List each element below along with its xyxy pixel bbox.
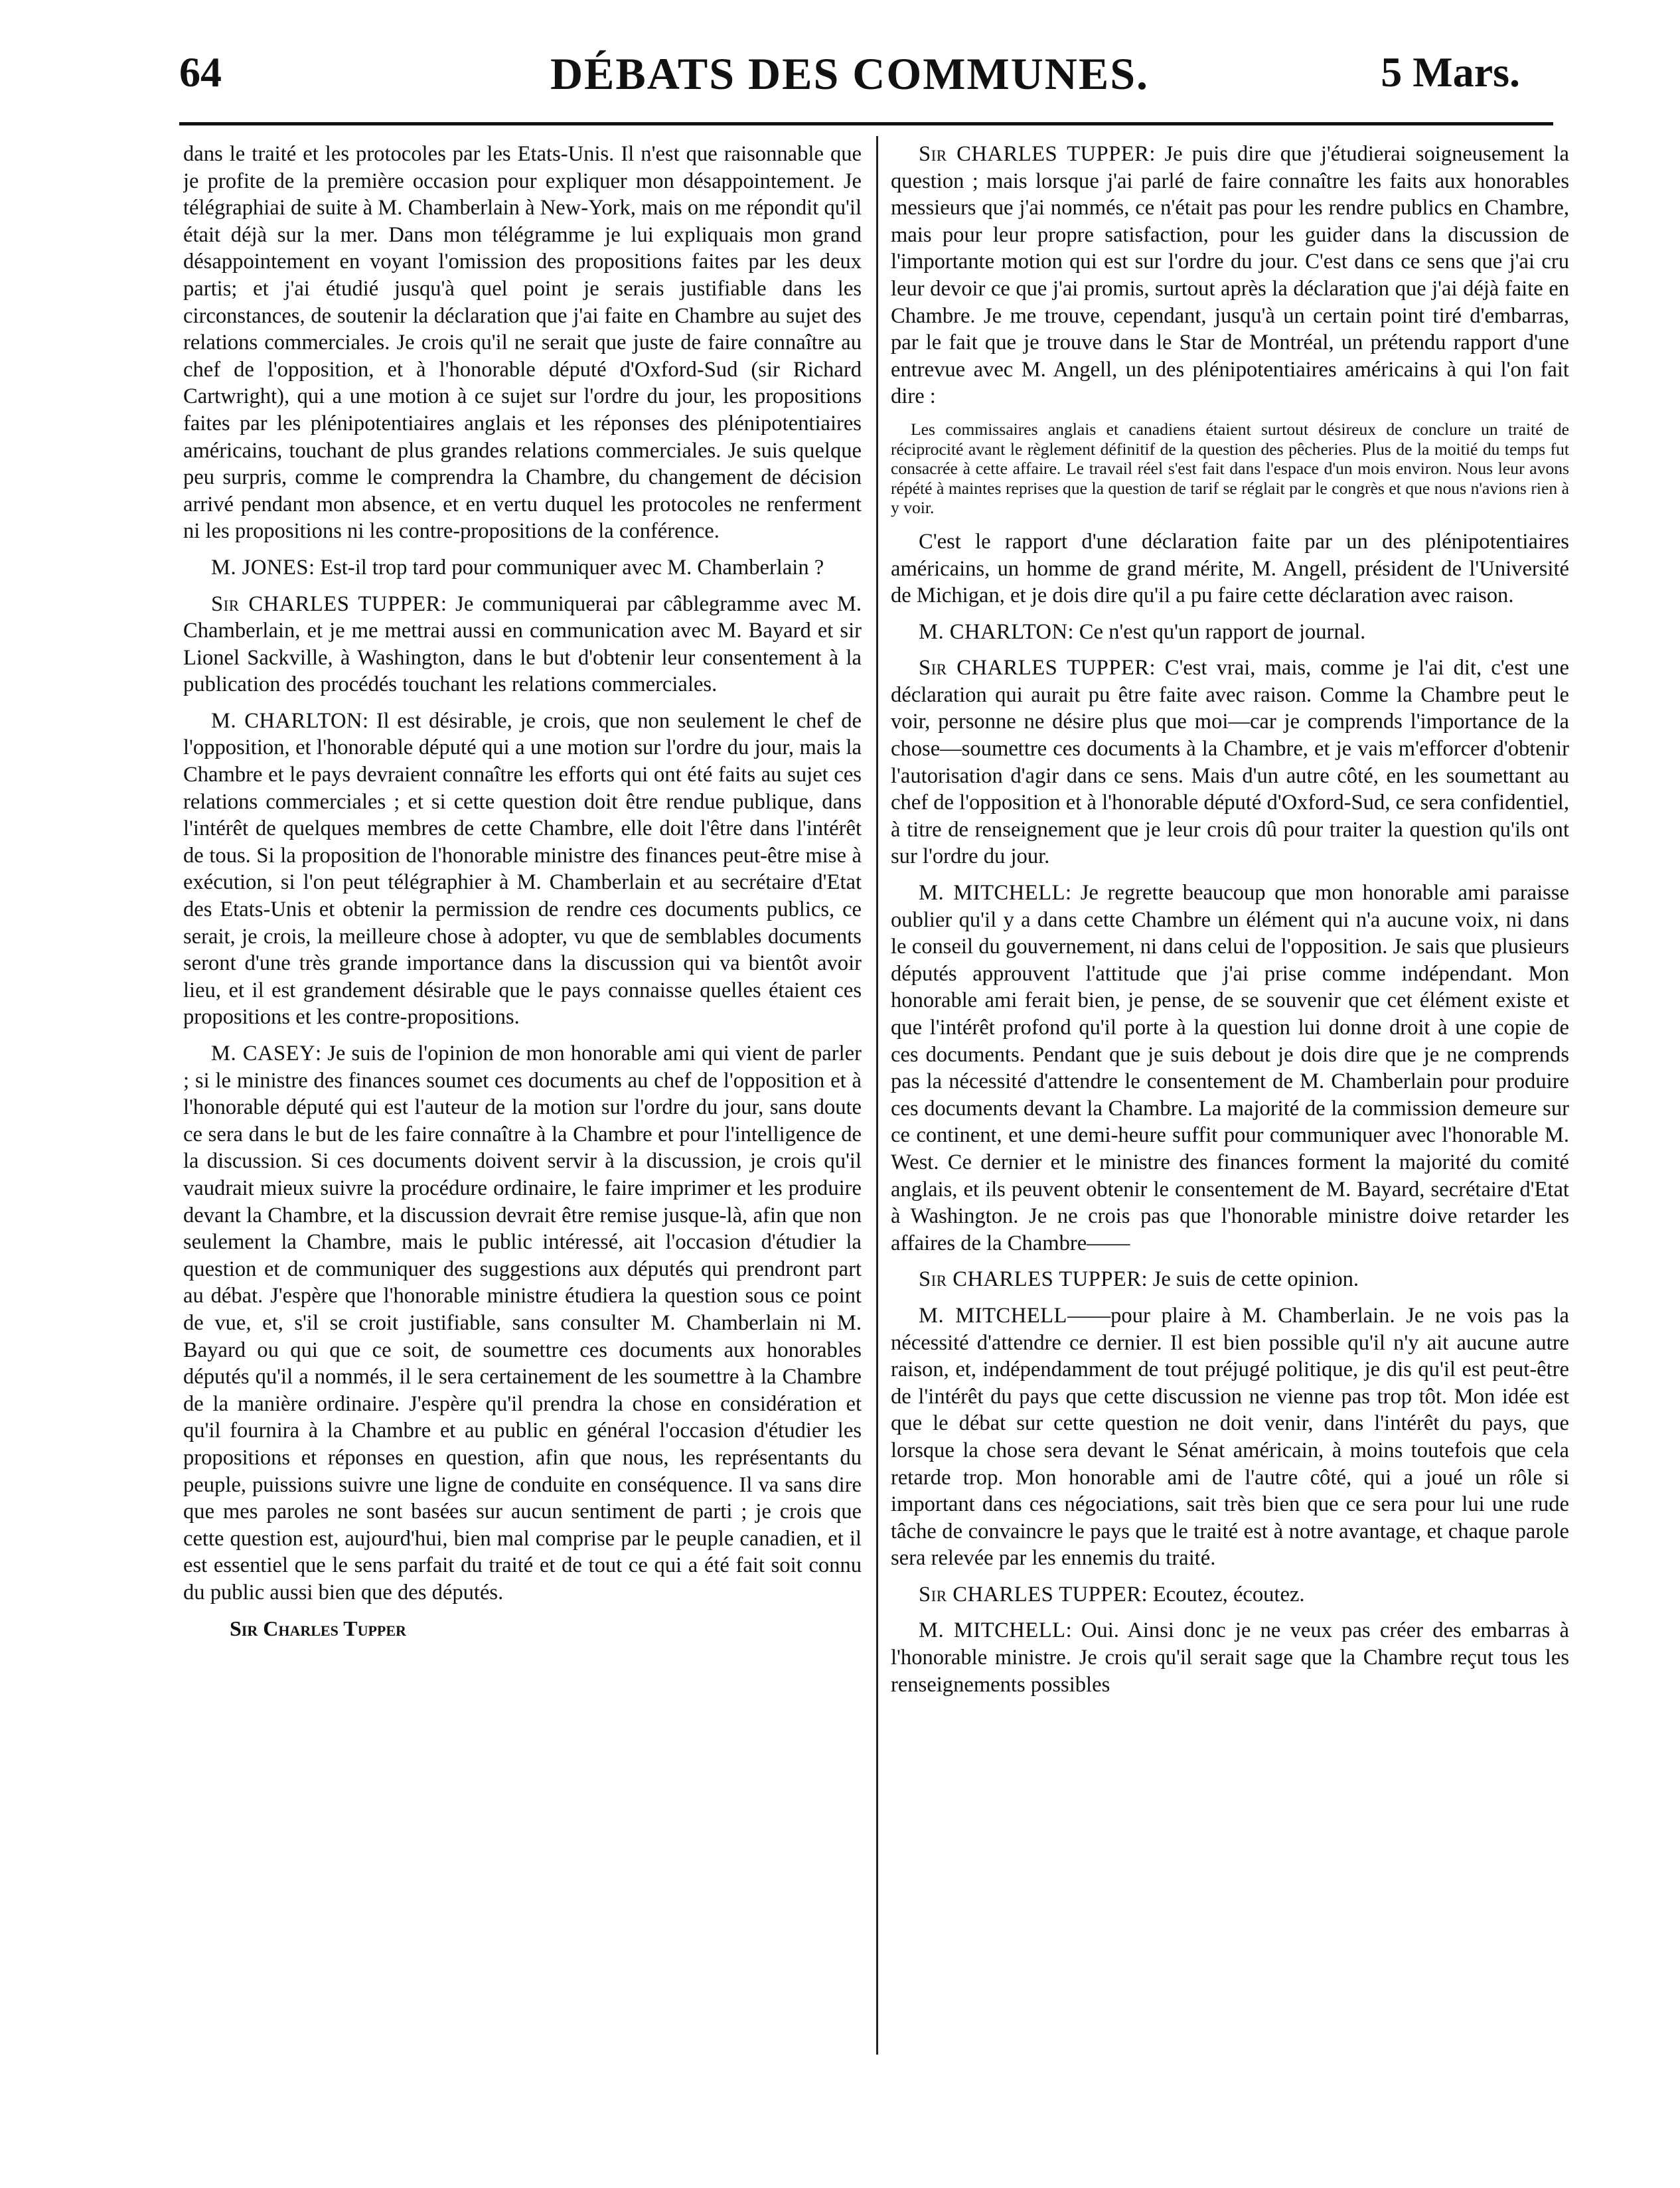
- speech-paragraph: Sir CHARLES TUPPER: Je puis dire que j'étudierai soigneusement la question ; mais lorsque j'ai parlé de faire connaître les faits aux honorables messieurs que j'ai nommés, ce n'était pas pour les rendre publics en Chambre, mais pour leur propre satisfaction, pour les guider dans la discussion de l'importante motion qui est sur l'ordre du jour. C'est dans ce sens que j'ai cru leur devoir ce que j'ai promis, surtout après la déclaration que j'ai déjà faite en Chambre. Je me trouve, cependant, jusqu'à un certain point tiré d'embarras, par le fait que je trouve dans le Star de Montréal, un prétendu rapport d'une entrevue avec M. Angell, un des plénipotentiaires américains à qui l'on fait dire :: [891, 142, 1569, 409]
- page-header: [179, 48, 1520, 114]
- speaker-name: Sir CHARLES TUPPER: [919, 142, 1150, 166]
- speaker-name: M. MITCHELL: [919, 1618, 1066, 1643]
- speech-paragraph: M. MITCHELL——pour plaire à M. Chamberlain. Je ne vois pas la nécessité d'attendre ce dernier. Il est bien possible qu'il n'y ait aucune autre raison, et, indépendamment de tout préjugé politique, je dis qu'il est peut-être de l'intérêt du pays que cette discussion ne vienne pas trop tôt. Mon idée est que le débat sur cette question ne doit venir, dans l'intérêt du pays, que lorsque la chose sera devant le Sénat américain, à moins toutefois que cela retarde trop. Mon honorable ami de l'autre côté, qui a joué un rôle si important dans ces négociations, sait très bien que ce sera pour lui une rude tâche de convaincre le pays que le traité est à notre avantage, et chaque parole sera relevée par les ennemis du traité.: [891, 1303, 1569, 1571]
- speech-paragraph: Sir CHARLES TUPPER: C'est vrai, mais, comme je l'ai dit, c'est une déclaration qui aurait pu être faite avec raison. Comme la Chambre peut le voir, personne ne désire plus que moi—car je comprends l'importance de la chose—soumettre ces documents à la Chambre, et je vais m'efforcer d'obtenir l'autorisation d'agir dans ce sens. Mais d'un autre côté, en les soumettant au chef de l'opposition et à l'honorable député d'Oxford-Sud, ce sera confidentiel, à titre de renseignement que je leur crois dû pour traiter la question qu'ils ont sur l'ordre du jour.: [891, 656, 1569, 869]
- speaker-name: M. JONES: [211, 555, 309, 580]
- header-rule: [179, 122, 1553, 125]
- left-column: [183, 141, 862, 2075]
- page-title: DÉBATS DES COMMUNES.: [550, 48, 1150, 99]
- quoted-block: Les commissaires anglais et canadiens étaient surtout désireux de conclure un traité de réciprocité avant le règlement définitif de la question des pêcheries. Plus de la moitié du temps fut consacrée à cette affaire. Le travail réel s'est fait dans l'espace d'un mois environ. Nous leur avons répété à maintes reprises que la question de tarif se réglait par le congrès et que nous n'avions rien à y voir.: [891, 419, 1569, 518]
- speech-paragraph: Sir CHARLES TUPPER: Je communiquerai par câblegramme avec M. Chamberlain, et je me mettrai aussi en communication avec M. Bayard et sir Lionel Sackville, à Washington, dans le but d'obtenir leur consentement à la publication des procédés touchant les relations commerciales.: [183, 591, 862, 697]
- speaker-name: Sir CHARLES TUPPER: [919, 1582, 1142, 1606]
- speech-paragraph: M. JONES: Est-il trop tard pour communiquer avec M. Chamberlain ?: [211, 555, 824, 580]
- page-number: 64: [179, 48, 222, 96]
- catchword: Sir Charles Tupper: [230, 1616, 406, 1641]
- speech-paragraph: M. CASEY: Je suis de l'opinion de mon honorable ami qui vient de parler ; si le ministre des finances soumet ces documents au chef de l'opposition et à l'honorable député qui est l'auteur de la motion sur l'ordre du jour, sans doute ce sera dans le but de les faire connaître à la Chambre et pour l'intelligence de la discussion. Si ces documents doivent servir à la discussion, je crois qu'il vaudrait mieux suivre la procédure ordinaire, le faire imprimer et les produire devant la Chambre, et la discussion devrait être remise jusque-là, afin que non seulement la Chambre, mais le public intéressé, ait l'occasion d'étudier la question et de communiquer des suggestions aux députés qui prendront part au débat. J'espère que l'honorable ministre étudiera la question sous ce point de vue, et, s'il se croit justifiable, sans consulter M. Chamberlain ni M. Bayard ou qui que ce soit, de soumettre ces documents aux honorables députés qu'il a nommés, il le sera certainement de les soumettre à la Chambre de la manière ordinaire. J'espère qu'il prendra la chose en considération et qu'il fournira à la Chambre et au public en général l'occasion d'étudier les propositions et réponses en question, afin que nous, les représentants du peuple, puissions suivre une ligne de conduite en conséquence. Il va sans dire que mes paroles ne sont basées sur aucun sentiment de parti ; je crois que cette question est, aujourd'hui, bien mal comprise par le peuple canadien, et il est essentiel que le sens parfait du traité et de tout ce qui a été fait soit connu du public aussi bien que des députés.: [183, 1042, 862, 1604]
- speech-paragraph: M. MITCHELL: Oui. Ainsi donc je ne veux pas créer des embarras à l'honorable ministre. Je crois qu'il serait sage que la Chambre reçut tous les renseignements possibles: [891, 1618, 1569, 1697]
- speaker-name: Sir CHARLES TUPPER: [919, 1267, 1142, 1292]
- speaker-name: Sir CHARLES TUPPER: [211, 591, 441, 616]
- speaker-name: M. CASEY: [211, 1042, 316, 1065]
- speaker-name: M. MITCHELL: [919, 1303, 1067, 1328]
- speech-paragraph: Sir CHARLES TUPPER: Je suis de cette opinion.: [919, 1267, 1359, 1292]
- right-column: [891, 141, 1569, 2075]
- speech-paragraph: M. CHARLTON: Il est désirable, je crois, que non seulement le chef de l'opposition, et l'honorable député qui a une motion sur l'ordre du jour, mais la Chambre et le pays devraient connaître les efforts qui ont été faits au sujet ces relations commerciales ; et si cette question doit être rendue publique, dans l'intérêt de quelques membres de cette Chambre, elle doit l'être dans l'intérêt de tous. Si la proposition de l'honorable ministre des finances peut-être mise à exécution, si l'on peut télégraphier à M. Chamberlain et au secrétaire d'Etat des Etats-Unis et obtenir la permission de rendre ces documents publics, ce serait, je crois, la meilleure chose à adopter, vu que de semblables documents seront d'une très grande importance dans la discussion qui va bientôt avoir lieu, et il est grandement désirable que le pays connaisse quelles étaient ces propositions et les contre-propositions.: [183, 708, 862, 1030]
- paragraph: C'est le rapport d'une déclaration faite par un des plénipotentiaires américains, un homme de grand mérite, M. Angell, président de l'Université de Michigan, et je dois dire qu'il a pu faire cette déclaration avec raison.: [891, 529, 1569, 608]
- speaker-name: M. CHARLTON: [919, 619, 1068, 644]
- speech-paragraph: M. CHARLTON: Ce n'est qu'un rapport de journal.: [919, 619, 1366, 644]
- column-divider: [876, 136, 878, 2055]
- speech-paragraph: M. MITCHELL: Je regrette beaucoup que mon honorable ami paraisse oublier qu'il y a dans cette Chambre un élément qui n'a aucune voix, ni dans le conseil du gouvernement, ni dans celui de l'opposition. Je sais que plusieurs députés approuvent l'attitude que j'ai prise comme indépendant. Mon honorable ami ferait bien, je pense, de se souvenir que cet élément existe et que l'intérêt profond qu'il porte à la question lui donne droit à une copie de ces documents. Pendant que je suis debout je dois dire que je ne comprends pas la nécessité d'attendre le consentement de M. Chamberlain pour produire ces documents devant la Chambre. La majorité de la commission demeure sur ce continent, et une demi-heure suffit pour communiquer avec l'honorable M. West. Ce dernier et le ministre des finances forment la majorité du comité anglais, et ils peuvent obtenir le consentement de M. Bayard, secrétaire d'Etat à Washington. Je ne crois pas que l'honorable ministre doive retarder les affaires de la Chambre——: [891, 881, 1569, 1255]
- speech-paragraph: Sir CHARLES TUPPER: Ecoutez, écoutez.: [919, 1582, 1305, 1606]
- paragraph: dans le traité et les protocoles par les Etats-Unis. Il n'est que raisonnable que je profite de la première occasion pour expliquer mon désappointement. Je télégraphiai de suite à M. Chamberlain à New-York, mais on me répondit qu'il était déjà sur la mer. Dans mon télégramme je lui expliquais mon grand désappointement en voyant l'omission des propositions faites par les deux partis; et j'ai étudié jusqu'à quel point je serais justifiable dans les circonstances, de soutenir la déclaration que j'ai faite en Chambre au sujet des relations commerciales. Je crois qu'il ne serait que juste de faire connaître au chef de l'opposition, et à l'honorable député d'Oxford-Sud (sir Richard Cartwright), qui a une motion à ce sujet sur l'ordre du jour, les propositions faites par les plénipotentiaires anglais et les réponses des plénipotentiaires américains, touchant de plus grandes relations commerciales. Je suis quelque peu surpris, comme le comprendra la Chambre, du changement de décision arrivé pendant mon absence, et en vertu duquel les protocoles ne renferment ni les propositions ni les contre-propositions de la conférence.: [183, 142, 862, 544]
- speaker-name: M. MITCHELL: [919, 881, 1065, 905]
- page-date: 5 Mars.: [1381, 48, 1520, 96]
- speaker-name: Sir CHARLES TUPPER: [919, 656, 1150, 680]
- speaker-name: M. CHARLTON: [211, 708, 363, 733]
